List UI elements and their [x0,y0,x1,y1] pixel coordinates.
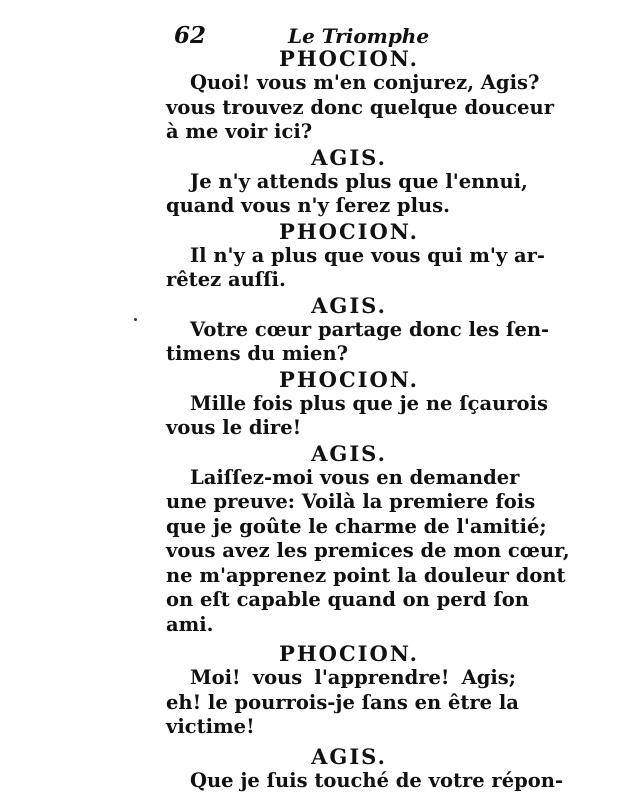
speech-line: Je n'y attends plus que l'ennui, [190,169,528,193]
dialogue-text [166,46,570,793]
speaker-name: AGIS. [311,440,387,466]
speech [166,768,564,794]
speech-line: timens du mien? [166,342,349,365]
speaker-name: PHOCION. [279,641,419,666]
speech [166,465,570,638]
speech-line: Votre cœur partage donc les ſen- [190,317,550,341]
page-number: 62 [174,22,207,49]
running-title: Le Triomphe [288,24,430,48]
speech-line: vous trouvez donc quelque douceur [166,95,555,119]
speech-line: ami. [166,612,214,636]
speech [166,391,548,441]
speech [166,71,555,145]
speech-line: à me voir ici? [166,120,313,143]
speech [166,317,550,367]
speech-line: Quoi! vous m'en conjurez, Agis? [190,71,540,94]
ink-speck [134,318,137,321]
speech-line: on eſt capable quand on perd ſon [166,588,529,611]
speaker-name: AGIS. [311,144,387,170]
speech-line: Que je ſuis touché de votre répon- [190,768,564,792]
speech-line: ne m'apprenez point la douleur dont [166,563,566,587]
speech-line: Laiſſez-moi vous en demander [190,465,520,489]
speech-line: rêtez auſſi. [166,268,286,291]
speech-line: eh! le pourrois-je ſans en être la [166,690,519,714]
speech [166,243,546,293]
speaker-name: AGIS. [311,292,387,318]
speech-line: vous le dire! [166,416,302,439]
speaker-name: PHOCION. [279,366,419,392]
speech-line: quand vous n'y ſerez plus. [166,194,450,217]
speech-line: Mille fois plus que je ne ſçaurois [190,391,548,415]
speech-line: une preuve: Voilà la premiere fois [166,490,536,513]
speaker-name: AGIS. [311,743,387,769]
speech-line: vous avez les premices de mon cœur, [166,539,570,562]
speech-line: que je goûte le charme de l'amitié; [166,514,547,538]
speech-line: Il n'y a plus que vous qui m'y ar- [190,243,546,267]
speech-line: victime! [166,715,255,738]
speech [166,169,528,219]
speaker-name: PHOCION. [279,46,419,71]
speaker-name: PHOCION. [279,218,419,244]
speech-line: Moi! vous l'apprendre! Agis; [190,666,516,689]
running-header [174,24,514,48]
speech [166,666,519,740]
